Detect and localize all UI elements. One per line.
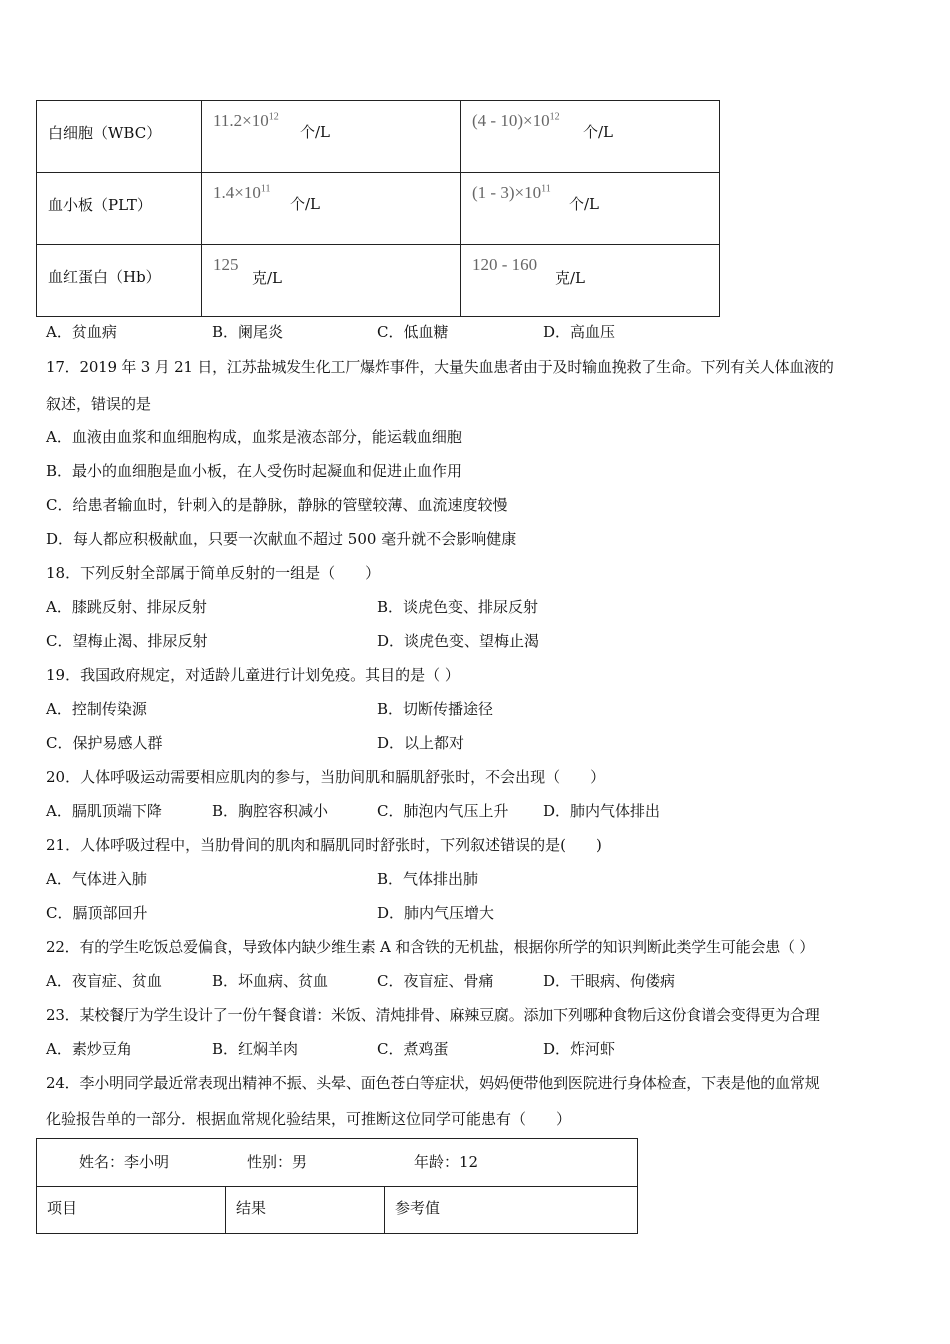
q20-option-c[interactable]: C．肺泡内气压上升	[377, 802, 509, 820]
row-name: 白细胞（WBC）	[48, 124, 162, 142]
q19-option-c[interactable]: C．保护易感人群	[46, 734, 163, 752]
q21-option-c[interactable]: C．膈顶部回升	[46, 904, 148, 922]
result-unit: 克/L	[252, 269, 283, 287]
q16-option-a[interactable]: A．贫血病	[46, 323, 117, 341]
blood-test-table	[36, 100, 720, 317]
q19-option-b[interactable]: B．切断传播途径	[377, 700, 494, 718]
header-item: 项目	[47, 1199, 78, 1217]
reference-unit: 个/L	[583, 123, 614, 141]
table-row	[37, 173, 720, 245]
row-name: 血红蛋白（Hb）	[48, 268, 161, 286]
reference-unit: 个/L	[569, 195, 600, 213]
q17-option-b[interactable]: B．最小的血细胞是血小板，在人受伤时起凝血和促进止血作用	[46, 462, 463, 480]
result-value: $1.4\times 10^{11}$	[213, 183, 271, 202]
q23-stem: 23．某校餐厅为学生设计了一份午餐食谱：米饭、清炖排骨、麻辣豆腐。添加下列哪种食物后这份食谱会变得更为合理	[46, 1006, 820, 1024]
reference-unit: 克/L	[555, 269, 586, 287]
patient-age: 年龄：12	[414, 1153, 479, 1171]
q20-option-a[interactable]: A．膈肌顶端下降	[46, 802, 162, 820]
q21-option-d[interactable]: D．肺内气压增大	[377, 904, 495, 922]
q20-option-b[interactable]: B．胸腔容积减小	[212, 802, 329, 820]
q19-stem: 19．我国政府规定，对适龄儿童进行计划免疫。其目的是（ ）	[46, 666, 460, 684]
q16-option-d[interactable]: D．高血压	[543, 323, 616, 341]
reference-value: $(4 - 10)\times 10^{12}$	[472, 111, 560, 130]
q17-stem-line2: 叙述，错误的是	[46, 395, 152, 413]
q19-option-a[interactable]: A．控制传染源	[46, 700, 147, 718]
q23-option-b[interactable]: B．红焖羊肉	[212, 1040, 299, 1058]
result-value: $11.2\times 10^{12}$	[213, 111, 279, 130]
q19-option-d[interactable]: D．以上都对	[377, 734, 465, 752]
q16-option-c[interactable]: C．低血糖	[377, 323, 449, 341]
q17-stem-line1: 17．2019 年 3 月 21 日，江苏盐城发生化工厂爆炸事件，大量失血患者由于及时输血挽救了生命。下列有关人体血液的	[46, 358, 834, 376]
row-name: 血小板（PLT）	[48, 196, 152, 214]
patient-name: 姓名：李小明	[79, 1153, 170, 1171]
q21-option-b[interactable]: B．气体排出肺	[377, 870, 479, 888]
q24-stem-line1: 24．李小明同学最近常表现出精神不振、头晕、面色苍白等症状，妈妈便带他到医院进行身体检查，下表是他的血常规	[46, 1074, 820, 1092]
q18-option-a[interactable]: A．膝跳反射、排尿反射	[46, 598, 207, 616]
patient-gender: 性别：男	[247, 1153, 308, 1171]
result-value: 125	[213, 255, 239, 274]
reference-value: $(1 - 3)\times 10^{11}$	[472, 183, 551, 202]
q17-option-a[interactable]: A．血液由血浆和血细胞构成，血浆是液态部分，能运载血细胞	[46, 428, 462, 446]
result-unit: 个/L	[300, 123, 331, 141]
q21-option-a[interactable]: A．气体进入肺	[46, 870, 147, 888]
q17-option-c[interactable]: C．给患者输血时，针刺入的是静脉，静脉的管壁较薄、血流速度较慢	[46, 496, 508, 514]
q22-option-c[interactable]: C．夜盲症、骨痛	[377, 972, 494, 990]
q22-option-d[interactable]: D．干眼病、佝偻病	[543, 972, 676, 990]
q23-option-c[interactable]: C．煮鸡蛋	[377, 1040, 449, 1058]
q18-option-d[interactable]: D．谈虎色变、望梅止渴	[377, 632, 540, 650]
header-reference: 参考值	[395, 1199, 441, 1217]
q24-stem-line2: 化验报告单的一部分．根据血常规化验结果，可推断这位同学可能患有（ ）	[46, 1110, 572, 1128]
q21-stem: 21．人体呼吸过程中，当肋骨间的肌肉和膈肌同时舒张时，下列叙述错误的是( )	[46, 836, 602, 854]
result-unit: 个/L	[290, 195, 321, 213]
q22-option-a[interactable]: A．夜盲症、贫血	[46, 972, 162, 990]
q17-option-d[interactable]: D．每人都应积极献血，只要一次献血不超过 500 毫升就不会影响健康	[46, 530, 517, 548]
q20-stem: 20．人体呼吸运动需要相应肌肉的参与，当肋间肌和膈肌舒张时，不会出现（ ）	[46, 768, 606, 786]
table-row	[37, 245, 720, 317]
table-row	[37, 1139, 638, 1187]
q22-option-b[interactable]: B．坏血病、贫血	[212, 972, 329, 990]
q22-stem: 22．有的学生吃饭总爱偏食，导致体内缺少维生素 A 和含铁的无机盐，根据你所学的知识判断此类学生可能会患（ ）	[46, 938, 815, 956]
table-row	[37, 101, 720, 173]
q20-option-d[interactable]: D．肺内气体排出	[543, 802, 661, 820]
report-table	[36, 1138, 638, 1234]
table-header-row	[37, 1187, 638, 1234]
q18-option-c[interactable]: C．望梅止渴、排尿反射	[46, 632, 208, 650]
q23-option-d[interactable]: D．炸河虾	[543, 1040, 616, 1058]
header-result: 结果	[236, 1199, 267, 1217]
q16-option-b[interactable]: B．阑尾炎	[212, 323, 284, 341]
q18-stem: 18．下列反射全部属于简单反射的一组是（ ）	[46, 564, 381, 582]
reference-value: 120 - 160	[472, 255, 538, 274]
q23-option-a[interactable]: A．素炒豆角	[46, 1040, 132, 1058]
q18-option-b[interactable]: B．谈虎色变、排尿反射	[377, 598, 539, 616]
